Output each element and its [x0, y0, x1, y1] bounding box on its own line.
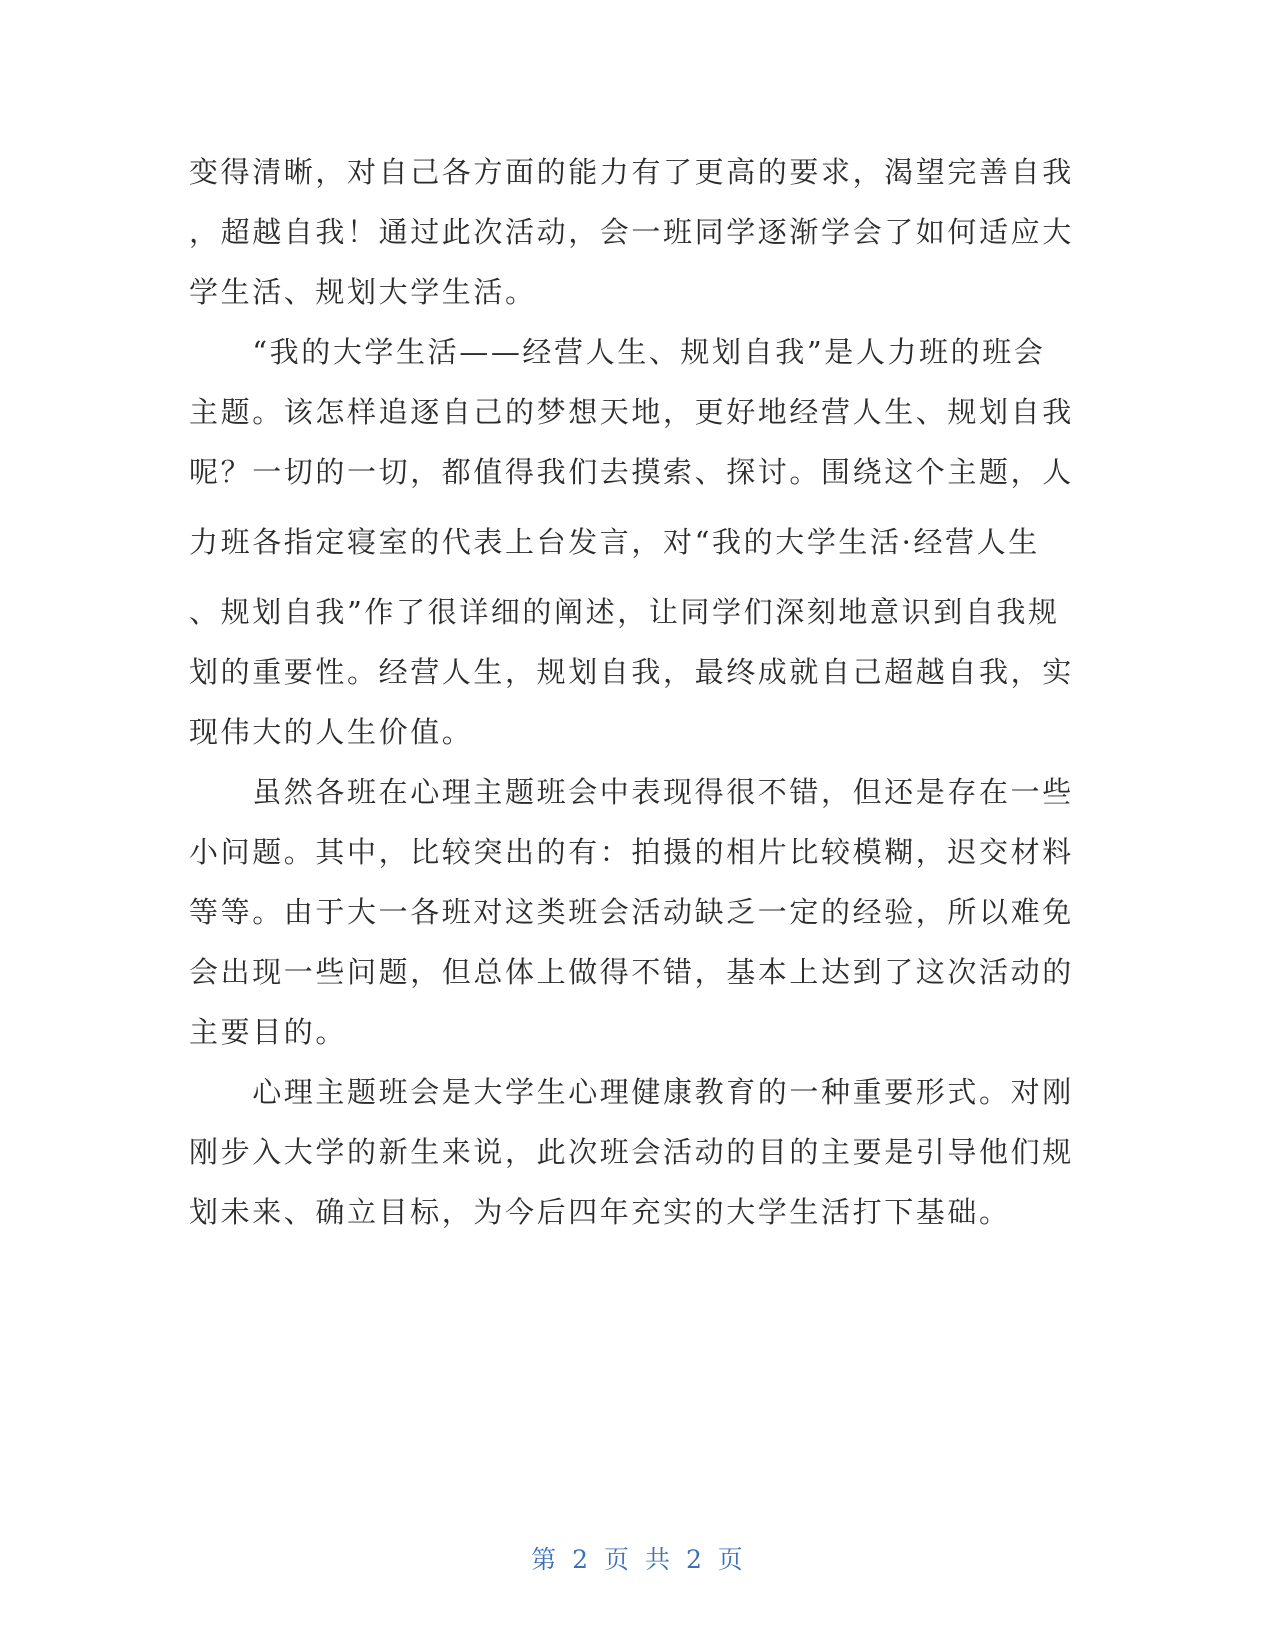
text-line: 刚步入大学的新生来说，此次班会活动的目的主要是引导他们规: [189, 1135, 1074, 1169]
page-footer: [0, 1540, 1275, 1576]
footer-total-unit: 页: [717, 1545, 744, 1574]
text-line: 学生活、规划大学生活。: [189, 275, 537, 309]
text-line: 虽然各班在心理主题班会中表现得很不错，但还是存在一些: [189, 775, 1074, 809]
text-line: 划的重要性。经营人生，规划自我，最终成就自己超越自我，实: [189, 655, 1074, 689]
text-line: ，超越自我！通过此次活动，会一班同学逐渐学会了如何适应大: [189, 215, 1074, 249]
footer-total-prefix: 共: [644, 1545, 671, 1574]
document-body: [189, 142, 1074, 1242]
footer-prefix: 第: [531, 1545, 558, 1574]
text-line: 、规划自我”作了很详细的阐述，让同学们深刻地意识到自我规: [189, 595, 1060, 629]
text-line: 会出现一些问题，但总体上做得不错，基本上达到了这次活动的: [189, 955, 1074, 989]
text-line: 现伟大的人生价值。: [189, 715, 474, 749]
footer-total-number: 2: [685, 1545, 703, 1574]
footer-page-unit: 页: [604, 1545, 631, 1574]
text-line: 主要目的。: [189, 1015, 348, 1049]
text-line: “我的大学生活——经营人生、规划自我”是人力班的班会: [189, 335, 1046, 369]
text-line: 变得清晰，对自己各方面的能力有了更高的要求，渴望完善自我: [189, 155, 1074, 189]
text-line: 呢？一切的一切，都值得我们去摸索、探讨。围绕这个主题，人: [189, 455, 1074, 489]
text-line: 心理主题班会是大学生心理健康教育的一种重要形式。对刚: [189, 1075, 1074, 1109]
text-line: 力班各指定寝室的代表上台发言，对“我的大学生活·经营人生: [189, 525, 1040, 559]
text-line: 划未来、确立目标，为今后四年充实的大学生活打下基础。: [189, 1195, 1011, 1229]
text-line: 小问题。其中，比较突出的有：拍摄的相片比较模糊，迟交材料: [189, 835, 1074, 869]
text-line: 等等。由于大一各班对这类班会活动缺乏一定的经验，所以难免: [189, 895, 1074, 929]
footer-page-number: 2: [572, 1545, 590, 1574]
text-line: 主题。该怎样追逐自己的梦想天地，更好地经营人生、规划自我: [189, 395, 1074, 429]
